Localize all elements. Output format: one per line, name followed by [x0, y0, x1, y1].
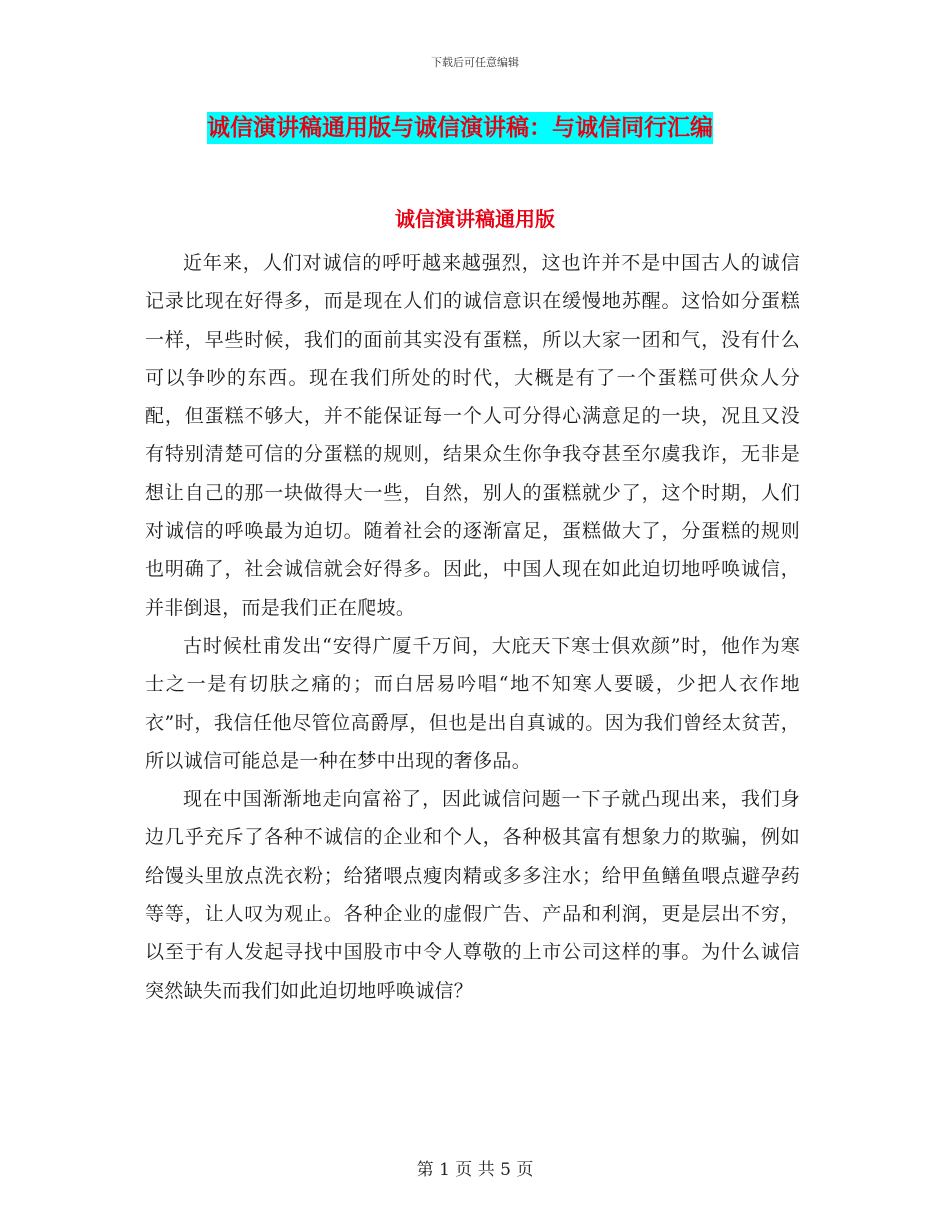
document-title-block [207, 112, 790, 144]
page-number: 第 1 页 共 5 页 [416, 1160, 534, 1180]
header-note: 下载后可任意编辑 [431, 56, 519, 69]
section-subtitle: 诚信演讲稿通用版 [395, 207, 555, 231]
paragraph-1: 近年来，人们对诚信的呼吁越来越强烈，这也许并不是中国古人的诚信记录比现在好得多，而是现在人们的诚信意识在缓慢地苏醒。这恰如分蛋糕一样，早些时候，我们的面前其实没有蛋糕，所以大家一团和气，没有什么可以争吵的东西。现在我们所处的时代，大概是有了一个蛋糕可供众人分配，但蛋糕不够大，并不能保证每一个人可分得心满意足的一块，况且又没有特别清楚可信的分蛋糕的规则，结果众生你争我夺甚至尔虞我诈，无非是想让自己的那一块做得大一些，自然，别人的蛋糕就少了，这个时期，人们对诚信的呼唤最为迫切。随着社会的逐渐富足，蛋糕做大了，分蛋糕的规则也明确了，社会诚信就会好得多。因此，中国人现在如此迫切地呼唤诚信，并非倒退，而是我们正在爬坡。 [145, 252, 800, 619]
document-title: 诚信演讲稿通用版与诚信演讲稿：与诚信同行汇编 [207, 112, 713, 144]
paragraph-3: 现在中国渐渐地走向富裕了，因此诚信问题一下子就凸现出来，我们身边几乎充斥了各种不诚信的企业和个人，各种极其富有想象力的欺骗，例如给馒头里放点洗衣粉；给猪喂点瘦肉精或多多注水；给甲鱼鳝鱼喂点避孕药等等，让人叹为观止。各种企业的虚假广告、产品和利润，更是层出不穷，以至于有人发起寻找中国股市中令人尊敬的上市公司这样的事。为什么诚信突然缺失而我们如此迫切地呼唤诚信？ [145, 788, 800, 1002]
document-body [145, 244, 800, 1010]
paragraph-2: 古时候杜甫发出“安得广厦千万间，大庇天下寒士俱欢颜”时，他作为寒士之一是有切肤之痛的；而白居易吟唱“地不知寒人要暖，少把人衣作地衣”时，我信任他尽管位高爵厚，但也是出自真诚的。因为我们曾经太贫苦，所以诚信可能总是一种在梦中出现的奢侈品。 [145, 634, 800, 772]
